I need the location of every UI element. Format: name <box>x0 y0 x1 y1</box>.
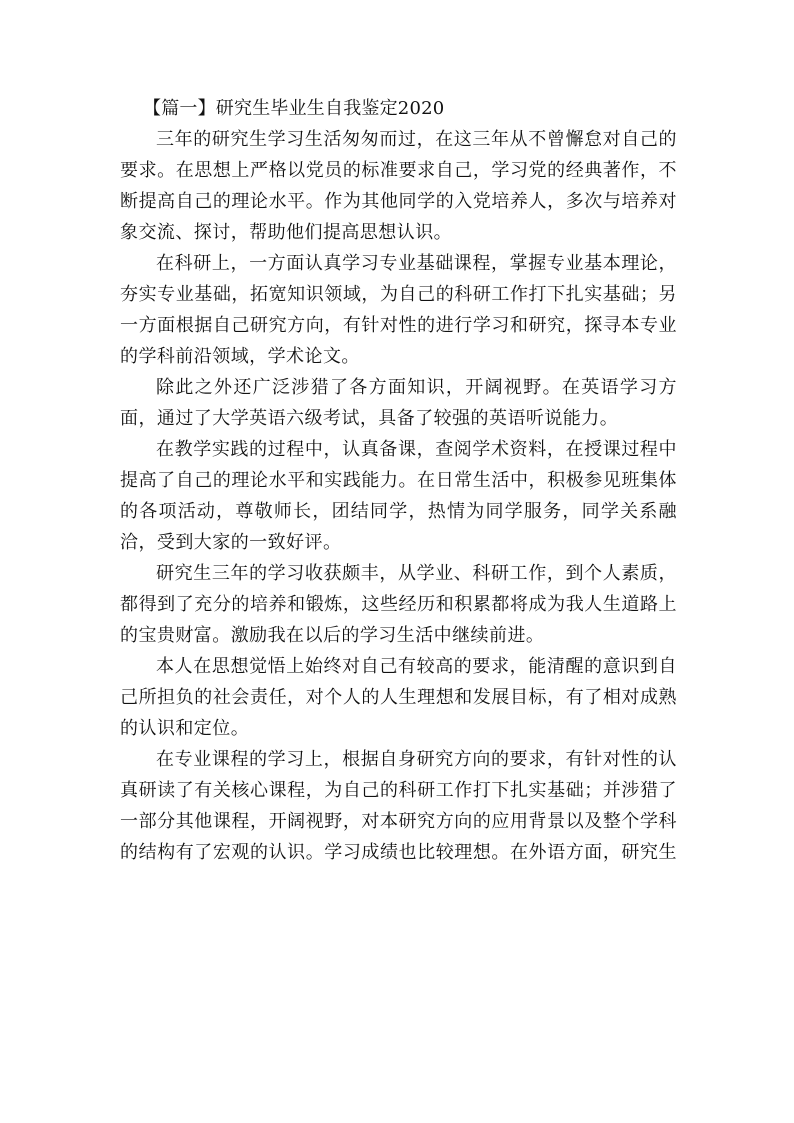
paragraph-4: 在教学实践的过程中，认真备课，查阅学术资料，在授课过程中提高了自己的理论水平和实践能力。在日常生活中，积极参见班集体的各项活动，尊敬师长，团结同学，热情为同学服务，同学关系融洽，受到大家的一致好评。 <box>120 439 677 553</box>
paragraph-2: 在科研上，一方面认真学习专业基础课程，掌握专业基本理论，夯实专业基础，拓宽知识领域，为自己的科研工作打下扎实基础；另一方面根据自己研究方向，有针对性的进行学习和研究，探寻本专业的学科前沿领域，学术论文。 <box>120 253 677 367</box>
paragraph-3: 除此之外还广泛涉猎了各方面知识，开阔视野。在英语学习方面，通过了大学英语六级考试，具备了较强的英语听说能力。 <box>120 377 677 429</box>
document-title: 【篇一】研究生毕业生自我鉴定2020 <box>143 98 445 119</box>
paragraph-7: 在专业课程的学习上，根据自身研究方向的要求，有针对性的认真研读了有关核心课程，为自己的科研工作打下扎实基础；并涉猎了一部分其他课程，开阔视野，对本研究方向的应用背景以及整个学科的结构有了宏观的认识。学习成绩也比较理想。在外语方面，研究生 <box>120 749 677 863</box>
paragraph-5: 研究生三年的学习收获颇丰，从学业、科研工作，到个人素质，都得到了充分的培养和锻炼，这些经历和积累都将成为我人生道路上的宝贵财富。激励我在以后的学习生活中继续前进。 <box>120 563 677 646</box>
paragraph-6: 本人在思想觉悟上始终对自己有较高的要求，能清醒的意识到自己所担负的社会责任，对个人的人生理想和发展目标，有了相对成熟的认识和定位。 <box>120 656 677 739</box>
document-body <box>120 93 677 868</box>
paragraph-1: 三年的研究生学习生活匆匆而过，在这三年从不曾懈怠对自己的要求。在思想上严格以党员的标准要求自己，学习党的经典著作，不断提高自己的理论水平。作为其他同学的入党培养人，多次与培养对象交流、探讨，帮助他们提高思想认识。 <box>120 129 677 243</box>
